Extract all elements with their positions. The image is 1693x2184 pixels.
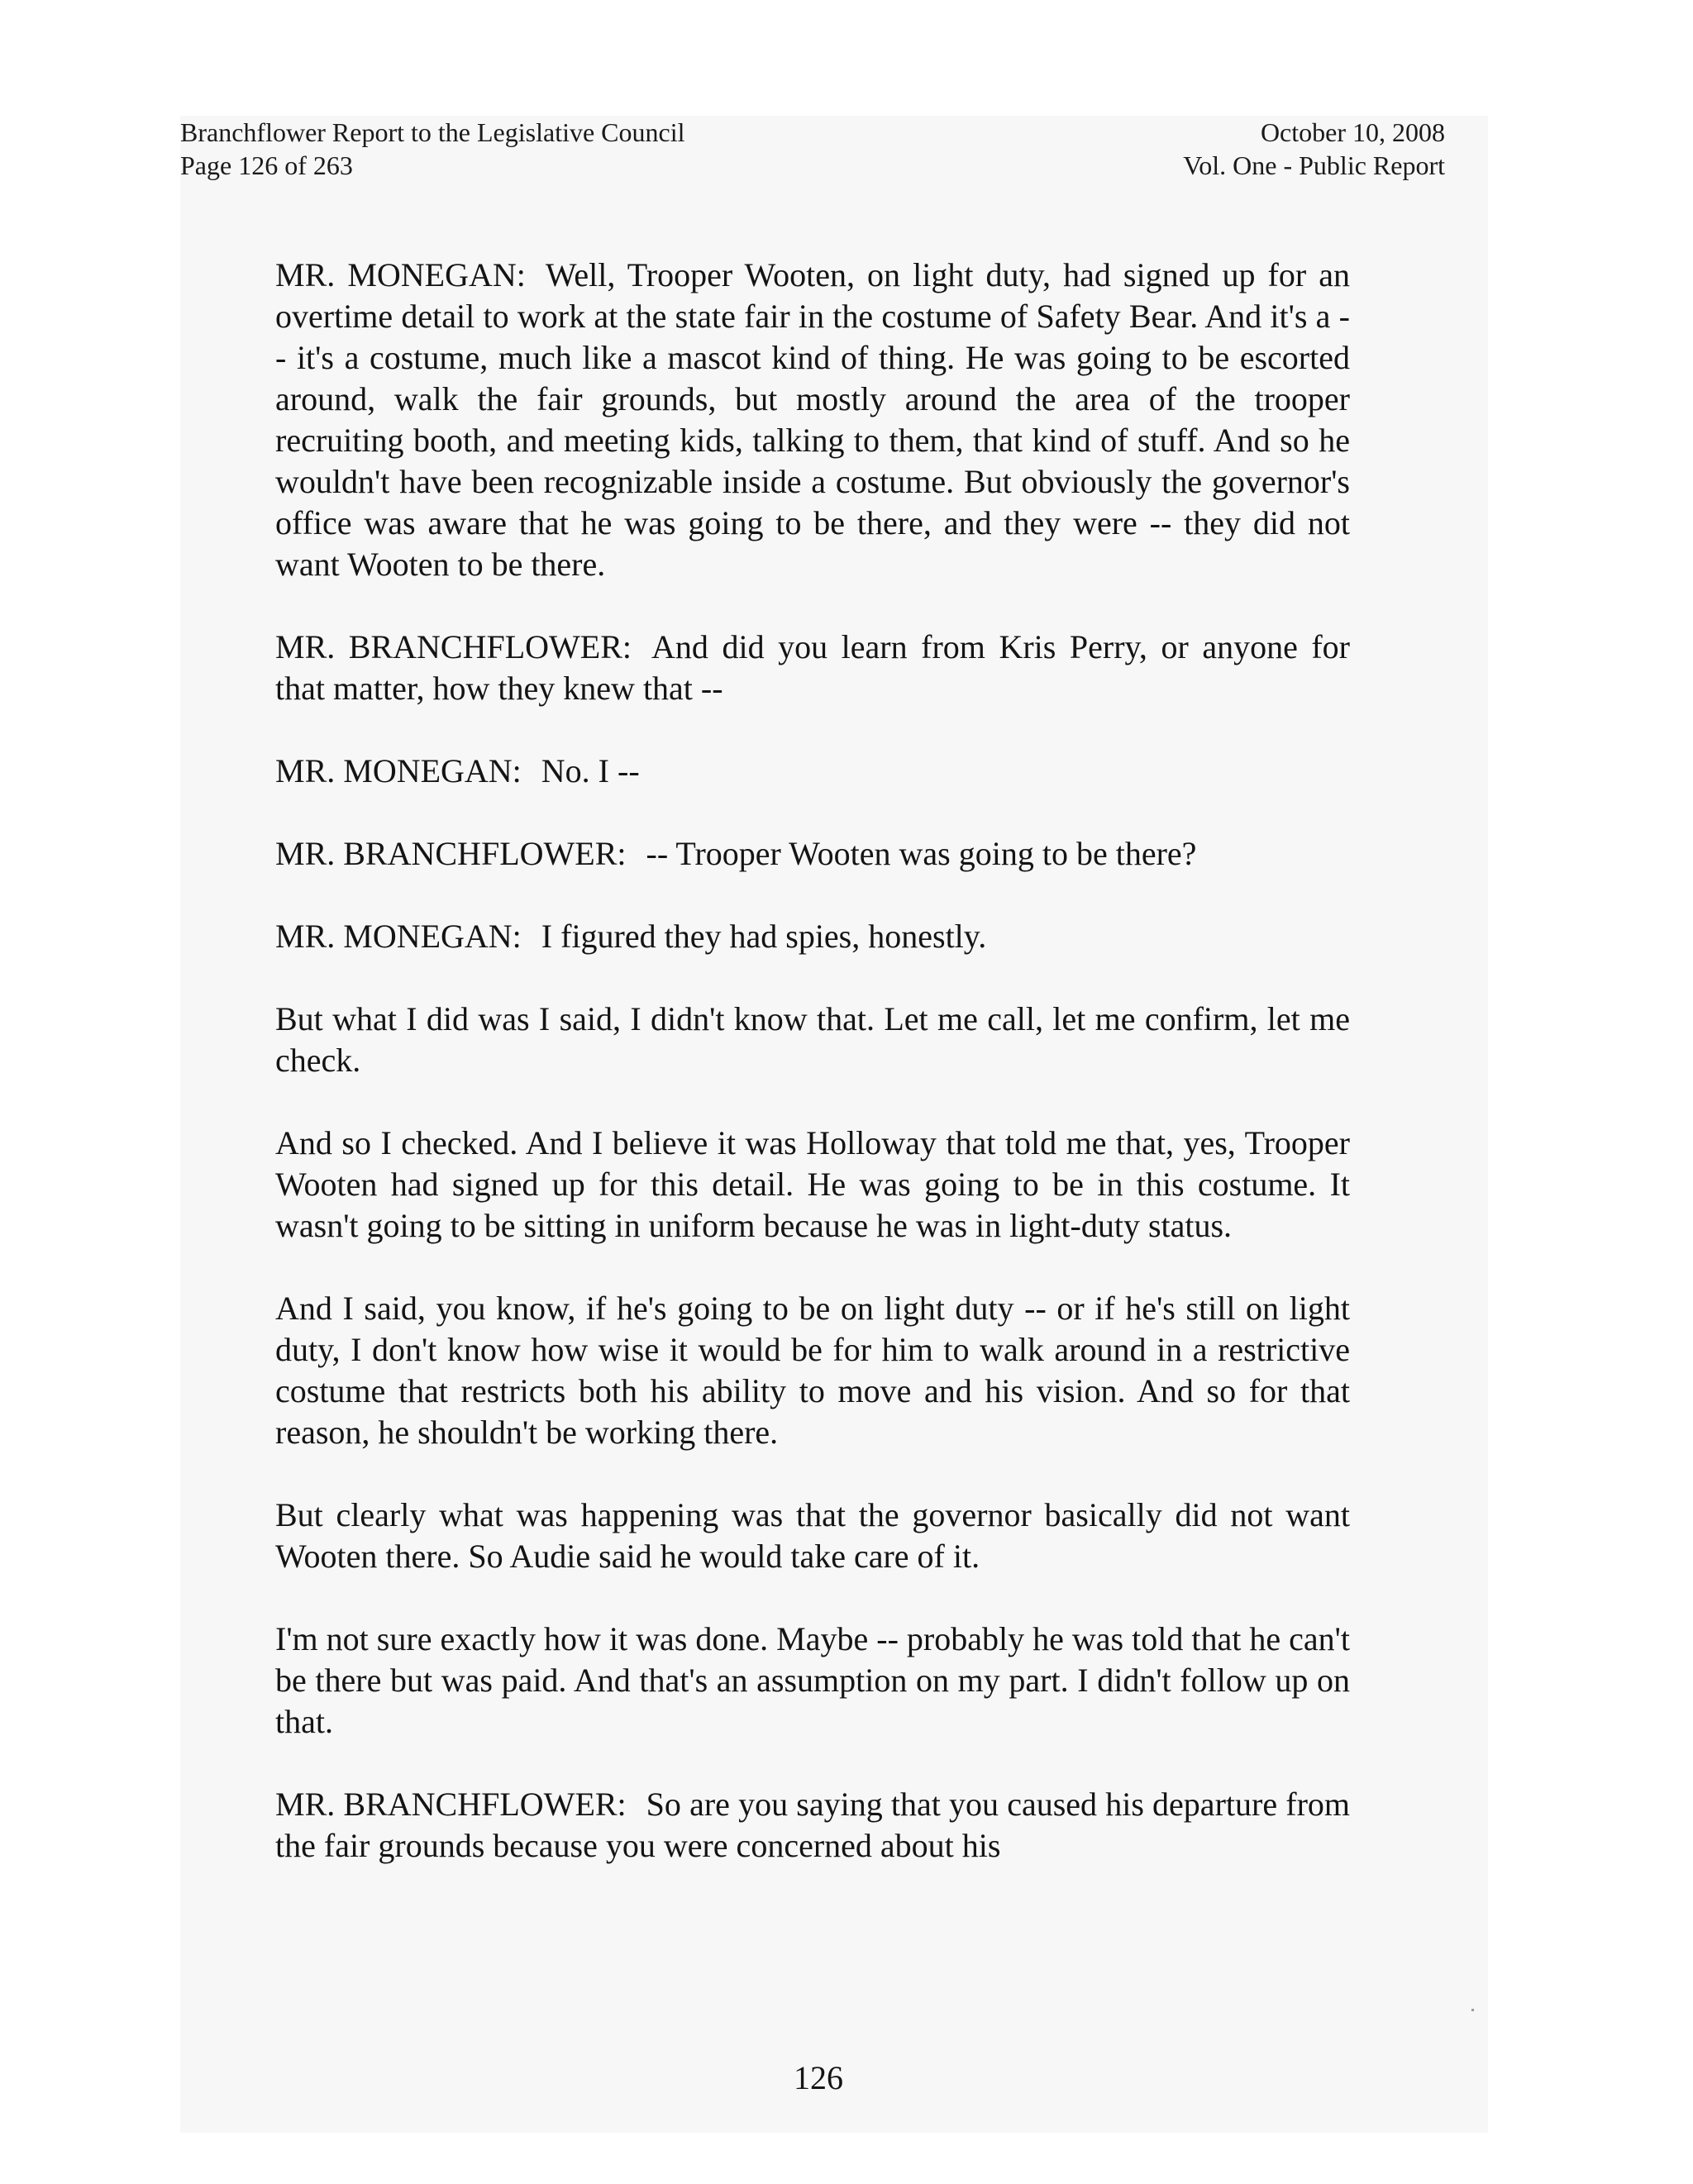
- transcript-paragraph: [275, 1784, 1350, 1867]
- paragraph-text: So are you saying that you caused his departure from the fair grounds because you were concerned about his: [275, 1786, 1350, 1864]
- page-number: 126: [794, 2059, 843, 2096]
- paragraph-text: And so I checked. And I believe it was Holloway that told me that, yes, Trooper Wooten had signed up for this detail. He was going to be in this costume. It wasn't going to be sitting in uniform because he was in light-duty status.: [275, 1124, 1350, 1244]
- scan-speck: [1471, 2009, 1474, 2011]
- paragraph-text: I'm not sure exactly how it was done. Maybe -- probably he was told that he can't be there but was paid. And that's an assumption on my part. I didn't follow up on that.: [275, 1620, 1350, 1740]
- paragraph-text: And did you learn from Kris Perry, or anyone for that matter, how they knew that --: [275, 628, 1351, 707]
- paragraph-text: But clearly what was happening was that the governor basically did not want Wooten there. So Audie said he would take care of it.: [275, 1496, 1350, 1575]
- transcript-body: [275, 255, 1350, 1908]
- report-title: Branchflower Report to the Legislative Council: [180, 117, 685, 147]
- transcript-paragraph: [275, 999, 1350, 1081]
- speaker-label: MR. BRANCHFLOWER:: [275, 835, 627, 872]
- paragraph-text: But what I did was I said, I didn't know that. Let me call, let me confirm, let me check.: [275, 1000, 1350, 1079]
- transcript-paragraph: [275, 1619, 1350, 1743]
- report-volume: Vol. One - Public Report: [1183, 150, 1445, 180]
- paragraph-text: I figured they had spies, honestly.: [541, 918, 987, 955]
- speaker-label: MR. MONEGAN:: [275, 752, 522, 789]
- transcript-paragraph: [275, 627, 1350, 709]
- page-count: Page 126 of 263: [180, 150, 353, 180]
- report-header-left: [180, 116, 685, 182]
- speaker-label: MR. BRANCHFLOWER:: [275, 1786, 627, 1823]
- paragraph-text: And I said, you know, if he's going to be on light duty -- or if he's still on light duty, I don't know how wise it would be for him to walk around in a restrictive costume that restricts both his ability to move and his vision. And so for that reason, he shouldn't be working there.: [275, 1290, 1350, 1451]
- transcript-paragraph: [275, 255, 1350, 585]
- report-date: October 10, 2008: [1260, 117, 1445, 147]
- paragraph-text: No. I --: [541, 752, 640, 789]
- transcript-paragraph: [275, 1123, 1350, 1247]
- transcript-paragraph: [275, 833, 1350, 875]
- speaker-label: MR. BRANCHFLOWER:: [275, 628, 632, 665]
- transcript-paragraph: [275, 1288, 1350, 1453]
- speaker-label: MR. MONEGAN:: [275, 918, 522, 955]
- paragraph-text: Well, Trooper Wooten, on light duty, had signed up for an overtime detail to work at the state fair in the costume of Safety Bear. And it's a -- it's a costume, much like a mascot kind of thing. He was going to be escorted around, walk the fair grounds, but mostly around the area of the trooper recruiting booth, and meeting kids, talking to them, that kind of stuff. And so he wouldn't have been recognizable inside a costume. But obviously the governor's office was aware that he was going to be there, and they were -- they did not want Wooten to be there.: [275, 256, 1350, 583]
- transcript-paragraph: [275, 1495, 1350, 1577]
- paragraph-text: -- Trooper Wooten was going to be there?: [646, 835, 1197, 872]
- transcript-paragraph: [275, 916, 1350, 957]
- report-header-right: [1183, 116, 1445, 182]
- transcript-paragraph: [275, 751, 1350, 792]
- speaker-label: MR. MONEGAN:: [275, 256, 526, 293]
